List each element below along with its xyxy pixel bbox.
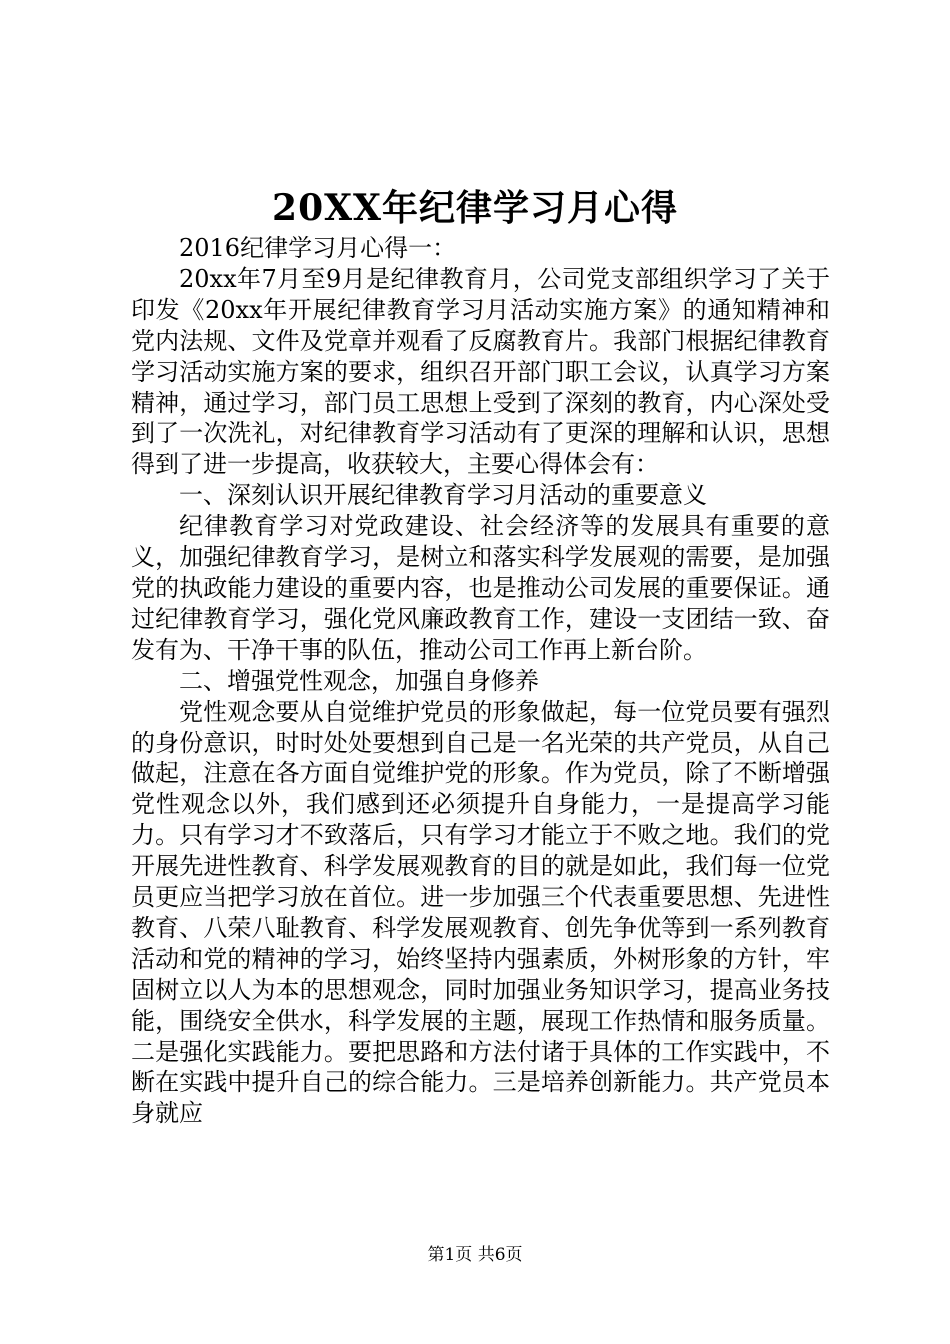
section-heading-1: 一、深刻认识开展纪律教育学习月活动的重要意义: [179, 481, 707, 510]
section-heading-2: 二、增强党性观念，加强自身修养: [179, 666, 539, 695]
paragraph-intro: 20xx年7月至9月是纪律教育月，公司党支部组织学习了关于印发《20xx年开展纪律教育学习月活动实施方案》的通知精神和党内法规、文件及党章并观看了反腐教育片。我部门根据纪律教育学习活动实施方案的要求，组织召开部门职工会议，认真学习方案精神，通过学习，部门员工思想上受到了深刻的教育，内心深处受到了一次洗礼，对纪律教育学习活动有了更深的理解和认识，思想得到了进一步提高，收获较大，主要心得体会有：: [131, 264, 830, 479]
paragraph-section-2: 党性观念要从自觉维护党员的形象做起，每一位党员要有强烈的身份意识，时时处处要想到自己是一名光荣的共产党员，从自己做起，注意在各方面自觉维护党的形象。作为党员，除了不断增强党性观念以外，我们感到还必须提升自身能力，一是提高学习能力。只有学习才不致落后，只有学习才能立于不败之地。我们的党开展先进性教育、科学发展观教育的目的就是如此，我们每一位党员更应当把学习放在首位。进一步加强三个代表重要思想、先进性教育、八荣八耻教育、科学发展观教育、创先争优等到一系列教育活动和党的精神的学习，始终坚持内强素质，外树形象的方针，牢固树立以人为本的思想观念，同时加强业务知识学习，提高业务技能，围绕安全供水，科学发展的主题，展现工作热情和服务质量。二是强化实践能力。要把思路和方法付诸于具体的工作实践中，不断在实践中提升自己的综合能力。三是培养创新能力。共产党员本身就应: [131, 697, 830, 1128]
document-body: [131, 233, 830, 1129]
page-number-footer: 第1页 共6页: [427, 1245, 523, 1265]
paragraph-section-1: 纪律教育学习对党政建设、社会经济等的发展具有重要的意义，加强纪律教育学习，是树立和落实科学发展观的需要，是加强党的执政能力建设的重要内容，也是推动公司发展的重要保证。通过纪律教育学习，强化党风廉政教育工作，建设一支团结一致、奋发有为、干净干事的队伍，推动公司工作再上新台阶。: [131, 512, 830, 664]
document-title: 20XX年纪律学习月心得: [272, 187, 678, 229]
paragraph-heading-intro: 2016纪律学习月心得一：: [179, 234, 457, 262]
